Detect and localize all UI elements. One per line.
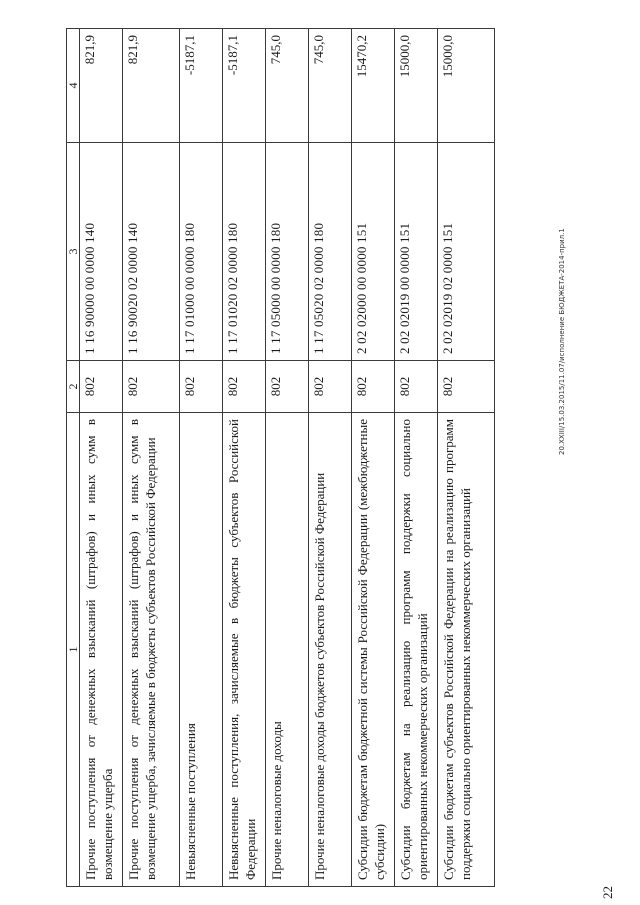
row-kbk: 1 17 05000 00 0000 180 (266, 143, 309, 361)
row-kbk: 1 17 01020 02 0000 180 (223, 143, 266, 361)
row-name: Прочие поступления от денежных взысканий (штрафов) и иных сумм в возмещение ущерба (80, 413, 123, 887)
table-row (266, 29, 309, 887)
row-kbk: 1 16 90020 02 0000 140 (123, 143, 180, 361)
row-code: 802 (438, 361, 495, 413)
table-row (80, 29, 123, 887)
table-row (438, 29, 495, 887)
table-row (180, 29, 223, 887)
row-kbk: 1 17 01000 00 0000 180 (180, 143, 223, 361)
row-name: Субсидии бюджетам бюджетной системы Российской Федерации (межбюджетные субсидии) (352, 413, 395, 887)
row-code: 802 (309, 361, 352, 413)
row-name: Невыясненные поступления, зачисляемые в бюджеты субъектов Российской Федерации (223, 413, 266, 887)
row-code: 802 (123, 361, 180, 413)
row-name: Прочие неналоговые доходы (266, 413, 309, 887)
budget-table (66, 28, 495, 887)
header-col-2: 2 (67, 361, 80, 413)
header-col-1: 1 (67, 413, 80, 887)
row-kbk: 2 02 02019 02 0000 151 (438, 143, 495, 361)
row-name: Субсидии бюджетам на реализацию программ поддержки социально ориентированных некоммерческих организаций (395, 413, 438, 887)
row-code: 802 (395, 361, 438, 413)
row-kbk: 2 02 02000 00 0000 151 (352, 143, 395, 361)
row-sum: 745,0 (266, 29, 309, 143)
row-code: 802 (180, 361, 223, 413)
row-sum: 15000,0 (395, 29, 438, 143)
row-sum: -5187,1 (223, 29, 266, 143)
row-kbk: 1 17 05020 02 0000 180 (309, 143, 352, 361)
table-row (309, 29, 352, 887)
table-row (352, 29, 395, 887)
header-col-3: 3 (67, 143, 80, 361)
row-code: 802 (352, 361, 395, 413)
row-name: Субсидии бюджетам субъектов Российской Федерации на реализацию программ поддержки социально ориентированных некоммерческих организаций (438, 413, 495, 887)
row-sum: 821,9 (123, 29, 180, 143)
row-kbk: 2 02 02019 00 0000 151 (395, 143, 438, 361)
page-number: 22 (600, 886, 615, 899)
table-row (395, 29, 438, 887)
row-code: 802 (266, 361, 309, 413)
row-sum: 15000,0 (438, 29, 495, 143)
row-code: 802 (223, 361, 266, 413)
row-name: Прочие неналоговые доходы бюджетов субъектов Российской Федерации (309, 413, 352, 887)
row-sum: -5187,1 (180, 29, 223, 143)
footer-file-path: 20.XXIII/15.03.2015/11.07/исполнение БЮДЖЕТА-2014-прил.1 (558, 228, 566, 455)
row-code: 802 (80, 361, 123, 413)
table-header-row (67, 29, 80, 887)
row-sum: 821,9 (80, 29, 123, 143)
row-name: Прочие поступления от денежных взысканий (штрафов) и иных сумм в возмещение ущерба, зачисляемые в бюджеты субъектов Российской Федерации (123, 413, 180, 887)
table-row (123, 29, 180, 887)
table-row (223, 29, 266, 887)
row-sum: 745,0 (309, 29, 352, 143)
row-name: Невыясненные поступления (180, 413, 223, 887)
header-col-4: 4 (67, 29, 80, 143)
row-kbk: 1 16 90000 00 0000 140 (80, 143, 123, 361)
row-sum: 15470,2 (352, 29, 395, 143)
